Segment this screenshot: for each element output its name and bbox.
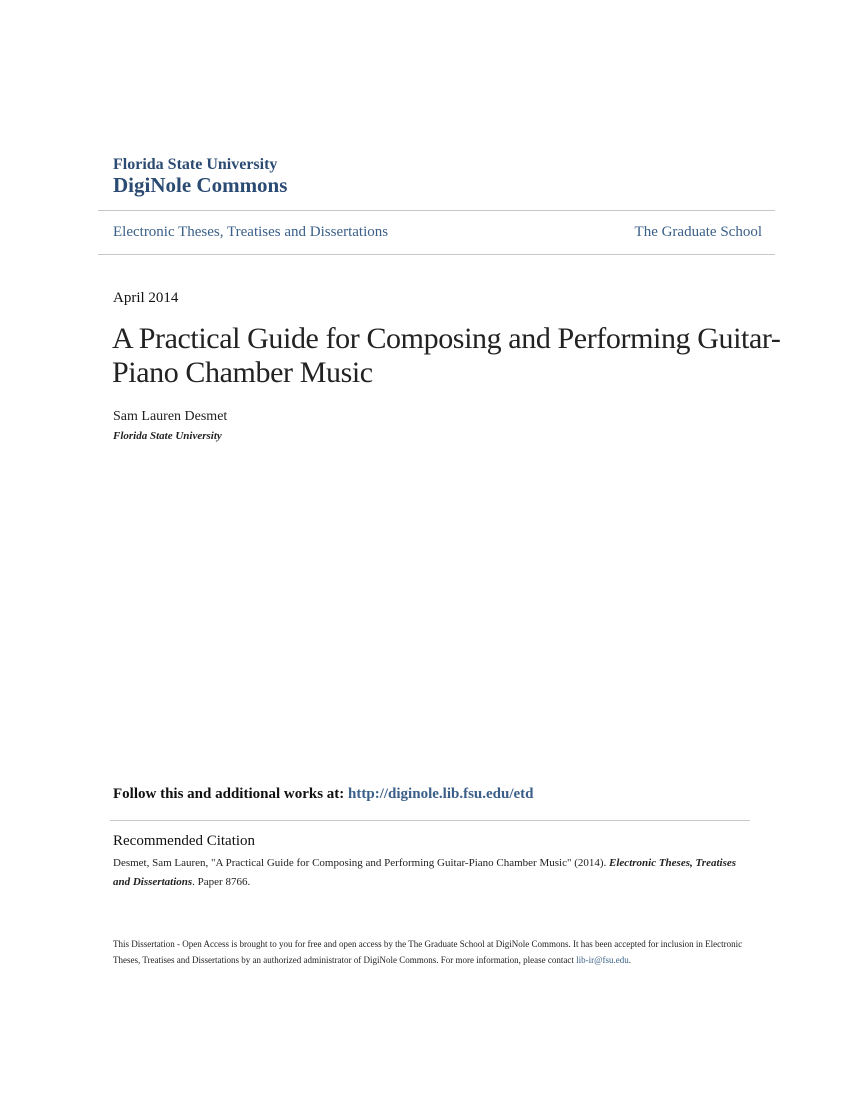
nav-divider (98, 254, 775, 255)
top-divider (98, 210, 775, 211)
repository-name[interactable]: DigiNole Commons (113, 173, 288, 197)
collection-link[interactable]: Electronic Theses, Treatises and Dissertations (113, 224, 389, 240)
document-title: A Practical Guide for Composing and Performing Guitar-Piano Chamber Music (112, 322, 781, 389)
follow-line (113, 786, 534, 803)
citation-heading: Recommended Citation (113, 833, 256, 849)
access-notice (113, 936, 753, 968)
notice-end: . (628, 955, 631, 965)
author-affiliation: Florida State University (113, 430, 222, 442)
citation-divider (110, 820, 750, 821)
notice-text: This Dissertation - Open Access is brought to you for free and open access by the The Graduate School at DigiNole Commons. It has been accepted for inclusion in Electronic Theses, Treatises and Dissertations by an authorized administrator of DigiNole Commons. For more information, please contact (113, 939, 743, 965)
citation-plain: Desmet, Sam Lauren, "A Practical Guide for Composing and Performing Guitar-Piano Chamber Music" (2014). (113, 857, 610, 869)
follow-url-link[interactable]: http://diginole.lib.fsu.edu/etd (348, 786, 534, 802)
follow-label: Follow this and additional works at: (113, 786, 349, 802)
citation-series: Electronic Theses, Treatises and Dissertations (113, 857, 737, 888)
author-name: Sam Lauren Desmet (113, 409, 228, 424)
citation-paper: . Paper 8766. (192, 876, 251, 888)
institution-name[interactable]: Florida State University (113, 156, 278, 173)
citation-text (113, 854, 753, 892)
contact-email-link[interactable]: lib-ir@fsu.edu (576, 955, 629, 965)
graduate-school-link[interactable]: The Graduate School (634, 224, 762, 240)
publication-date: April 2014 (113, 290, 179, 306)
